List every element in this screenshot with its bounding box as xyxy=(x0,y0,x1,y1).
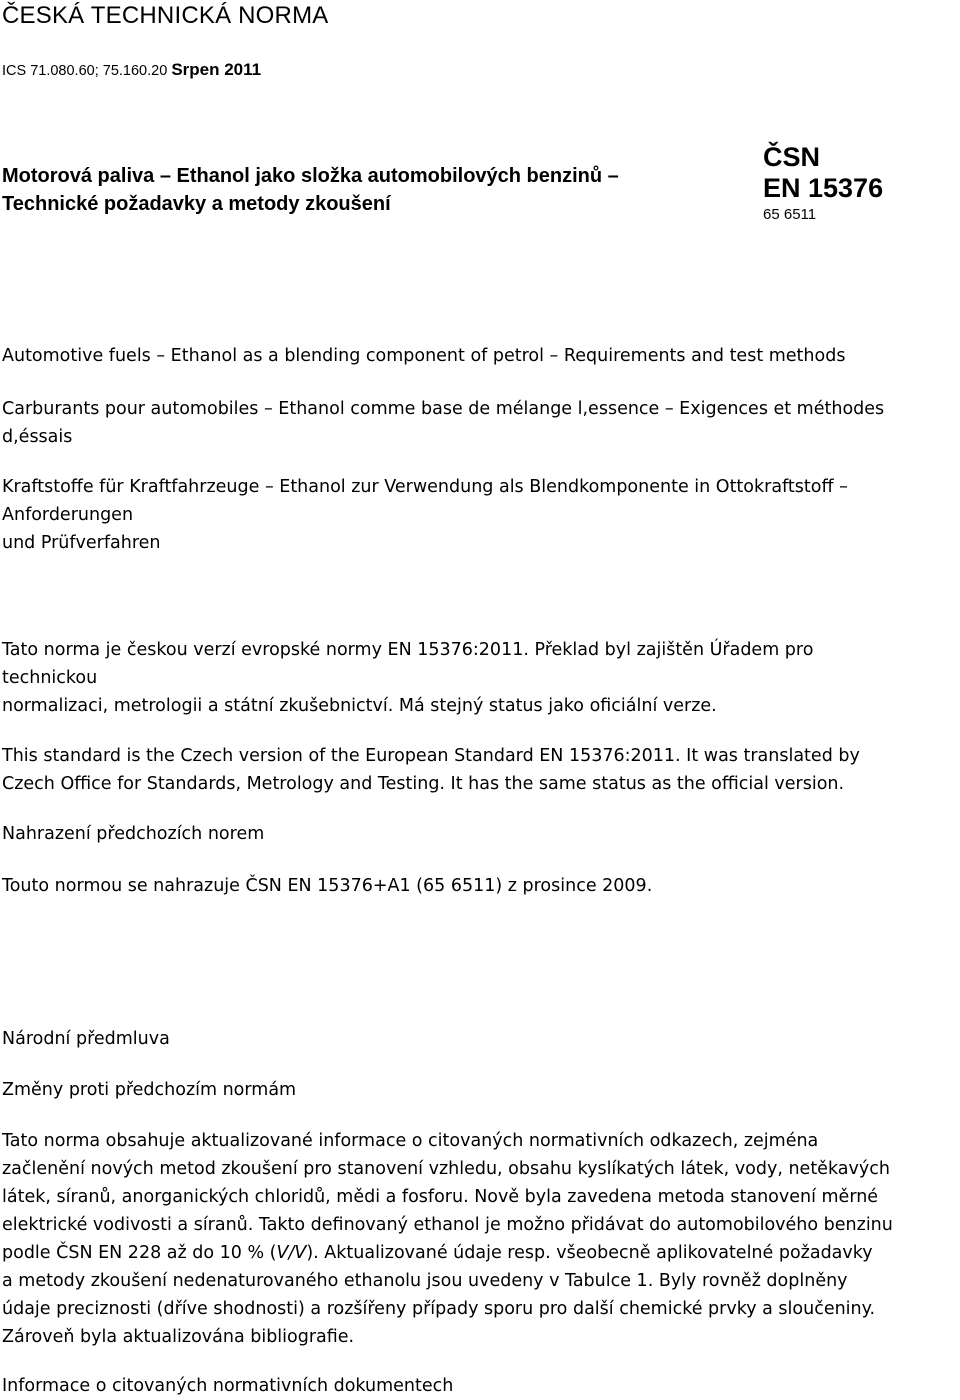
ics-line xyxy=(2,60,261,80)
german-title-line-1: Kraftstoffe für Kraftfahrzeuge – Ethanol zur Verwendung als Blendkomponente in Ottokraftstoff – xyxy=(2,477,848,497)
german-title xyxy=(2,473,848,557)
ics-code: ICS 71.080.60; 75.160.20 xyxy=(2,63,168,79)
paragraph-line-2: začlenění nových metod zkoušení pro stanovení vzhledu, obsahu kyslíkatých látek, vody, netěkavých xyxy=(2,1159,890,1179)
paragraph-line-1: Tato norma obsahuje aktualizované informace o citovaných normativních odkazech, zejména xyxy=(2,1131,819,1151)
german-title-line-3: und Prüfverfahren xyxy=(2,533,161,553)
classification-code: 65 6511 xyxy=(763,206,817,223)
paragraph-line-7: údaje preciznosti (dříve shodnosti) a rozšířeny případy sporu pro další chemické prvky a sloučeniny. xyxy=(2,1299,876,1319)
french-title xyxy=(2,395,884,451)
paragraph-line-5-start: podle ČSN EN 228 až do 10 % ( xyxy=(2,1243,277,1263)
designation-number: EN 15376 xyxy=(763,173,884,203)
french-title-line-2: d,éssais xyxy=(2,427,73,447)
volume-ratio-italic: V/V xyxy=(276,1243,307,1263)
paragraph-line-8: Zároveň byla aktualizována bibliografie. xyxy=(2,1327,355,1347)
english-version-notice xyxy=(2,742,860,798)
national-foreword-heading: Národní předmluva xyxy=(2,1029,170,1049)
paragraph-line-5-end: ). Aktualizované údaje resp. všeobecně aplikovatelné požadavky xyxy=(306,1243,873,1263)
english-notice-line-1: This standard is the Czech version of the European Standard EN 15376:2011. It was translated by xyxy=(2,746,860,766)
paragraph-line-4: elektrické vodivosti a síranů. Takto definovaný ethanol je možno přidávat do automobilového benzinu xyxy=(2,1215,893,1235)
replacement-heading: Nahrazení předchozích norem xyxy=(2,824,265,844)
czech-notice-line-2: technickou xyxy=(2,668,98,688)
french-title-line-1: Carburants pour automobiles – Ethanol comme base de mélange l,essence – Exigences et méthodes xyxy=(2,399,885,419)
czech-notice-line-1: Tato norma je českou verzí evropské normy EN 15376:2011. Překlad byl zajištěn Úřadem pro xyxy=(2,640,814,660)
english-title: Automotive fuels – Ethanol as a blending component of petrol – Requirements and test methods xyxy=(2,346,846,366)
czech-version-notice xyxy=(2,636,813,720)
paragraph-line-6: a metody zkoušení nedenaturovaného ethanolu jsou uvedeny v Tabulce 1. Byly rovněž doplněny xyxy=(2,1271,848,1291)
issue-date: Srpen 2011 xyxy=(171,60,262,79)
title-line-1: Motorová paliva – Ethanol jako složka automobilových benzinů – xyxy=(2,165,619,187)
cited-documents-heading: Informace o citovaných normativních dokumentech xyxy=(2,1376,454,1396)
changes-paragraph xyxy=(2,1127,893,1351)
changes-heading: Změny proti předchozím normám xyxy=(2,1080,297,1100)
replacement-text: Touto normou se nahrazuje ČSN EN 15376+A1 (65 6511) z prosince 2009. xyxy=(2,876,653,896)
document-title xyxy=(2,162,619,218)
czech-notice-line-3: normalizaci, metrologii a státní zkušebnictví. Má stejný status jako oficiální verze. xyxy=(2,696,717,716)
paragraph-line-3: látek, síranů, anorganických chloridů, mědi a fosforu. Nově byla zavedena metoda stanovení měrné xyxy=(2,1187,879,1207)
designation-prefix: ČSN xyxy=(763,142,821,172)
title-line-2: Technické požadavky a metody zkoušení xyxy=(2,193,391,215)
standard-designation xyxy=(763,142,883,226)
standard-type-heading: ČESKÁ TECHNICKÁ NORMA xyxy=(2,2,329,29)
english-notice-line-2: Czech Office for Standards, Metrology and Testing. It has the same status as the official version. xyxy=(2,774,845,794)
german-title-line-2: Anforderungen xyxy=(2,505,134,525)
